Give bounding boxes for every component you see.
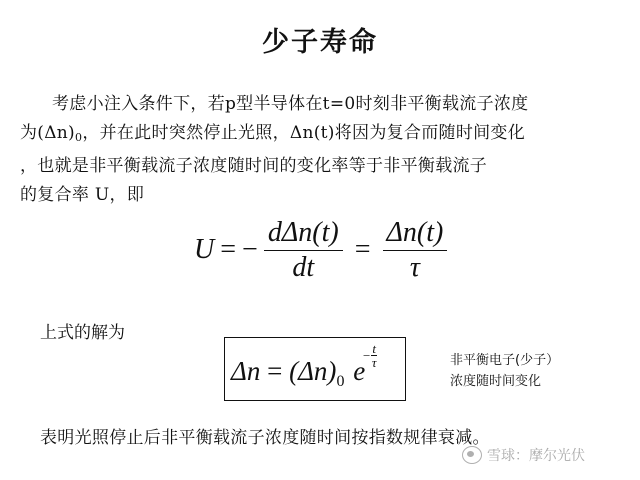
conclusion-text: 表明光照停止后非平衡载流子浓度随时间按指数规律衰减。 (40, 428, 490, 448)
side-note-line-2: 浓度随时间变化 (450, 374, 542, 389)
equals-sign-1: = (220, 234, 237, 265)
derivative-fraction (264, 218, 343, 283)
solution-equals: = (267, 356, 283, 386)
snowball-icon (462, 446, 482, 464)
solution-initial-subscript: 0 (336, 373, 345, 390)
equation-lhs: U (194, 234, 215, 265)
solution-expression (231, 356, 365, 391)
side-note (450, 350, 559, 392)
paragraph-line-2-prefix: 为(Δn) (20, 122, 75, 143)
paragraph-line-2-rest: ，并在此时突然停止光照，Δn(t)将因为复合而随时间变化 (82, 122, 526, 143)
recombination-fraction (383, 218, 448, 283)
exponent-numerator: t (372, 341, 376, 356)
paragraph-line-2-subscript: 0 (75, 130, 83, 144)
exponent-fraction (371, 342, 377, 369)
exponent (363, 342, 377, 369)
watermark-text: 雪球：摩尔光伏 (487, 448, 585, 464)
exponent-denominator: τ (371, 355, 377, 370)
solution-lhs: Δn (231, 356, 261, 386)
solution-label: 上式的解为 (40, 323, 125, 343)
watermark (462, 445, 585, 465)
solution-initial: (Δn) (289, 356, 337, 386)
paragraph-line-4: 的复合率 U，即 (20, 184, 145, 205)
derivative-denominator: dt (292, 251, 315, 283)
paragraph-line-3: ，也就是非平衡载流子浓度随时间的变化率等于非平衡载流子 (20, 156, 488, 176)
recombination-denominator: τ (409, 251, 420, 283)
paragraph-line-1-text: 考虑小注入条件下，若p型半导体在t=0时刻非平衡载流子浓度 (52, 94, 529, 114)
recombination-numerator: Δn(t) (383, 218, 448, 251)
derivative-numerator: dΔn(t) (264, 218, 343, 251)
solution-equation-box (224, 337, 406, 401)
paragraph-line-2 (20, 119, 625, 153)
equals-sign-2: = (354, 234, 371, 265)
intro-paragraph (20, 90, 625, 209)
rate-equation (194, 218, 453, 282)
page-title: 少子寿命 (262, 27, 378, 58)
minus-sign: − (242, 234, 258, 265)
side-note-line-1: 非平衡电子(少子） (450, 353, 560, 368)
paragraph-line-1 (20, 90, 625, 119)
exponential-base: e (353, 356, 366, 386)
exponent-minus: − (363, 347, 371, 363)
